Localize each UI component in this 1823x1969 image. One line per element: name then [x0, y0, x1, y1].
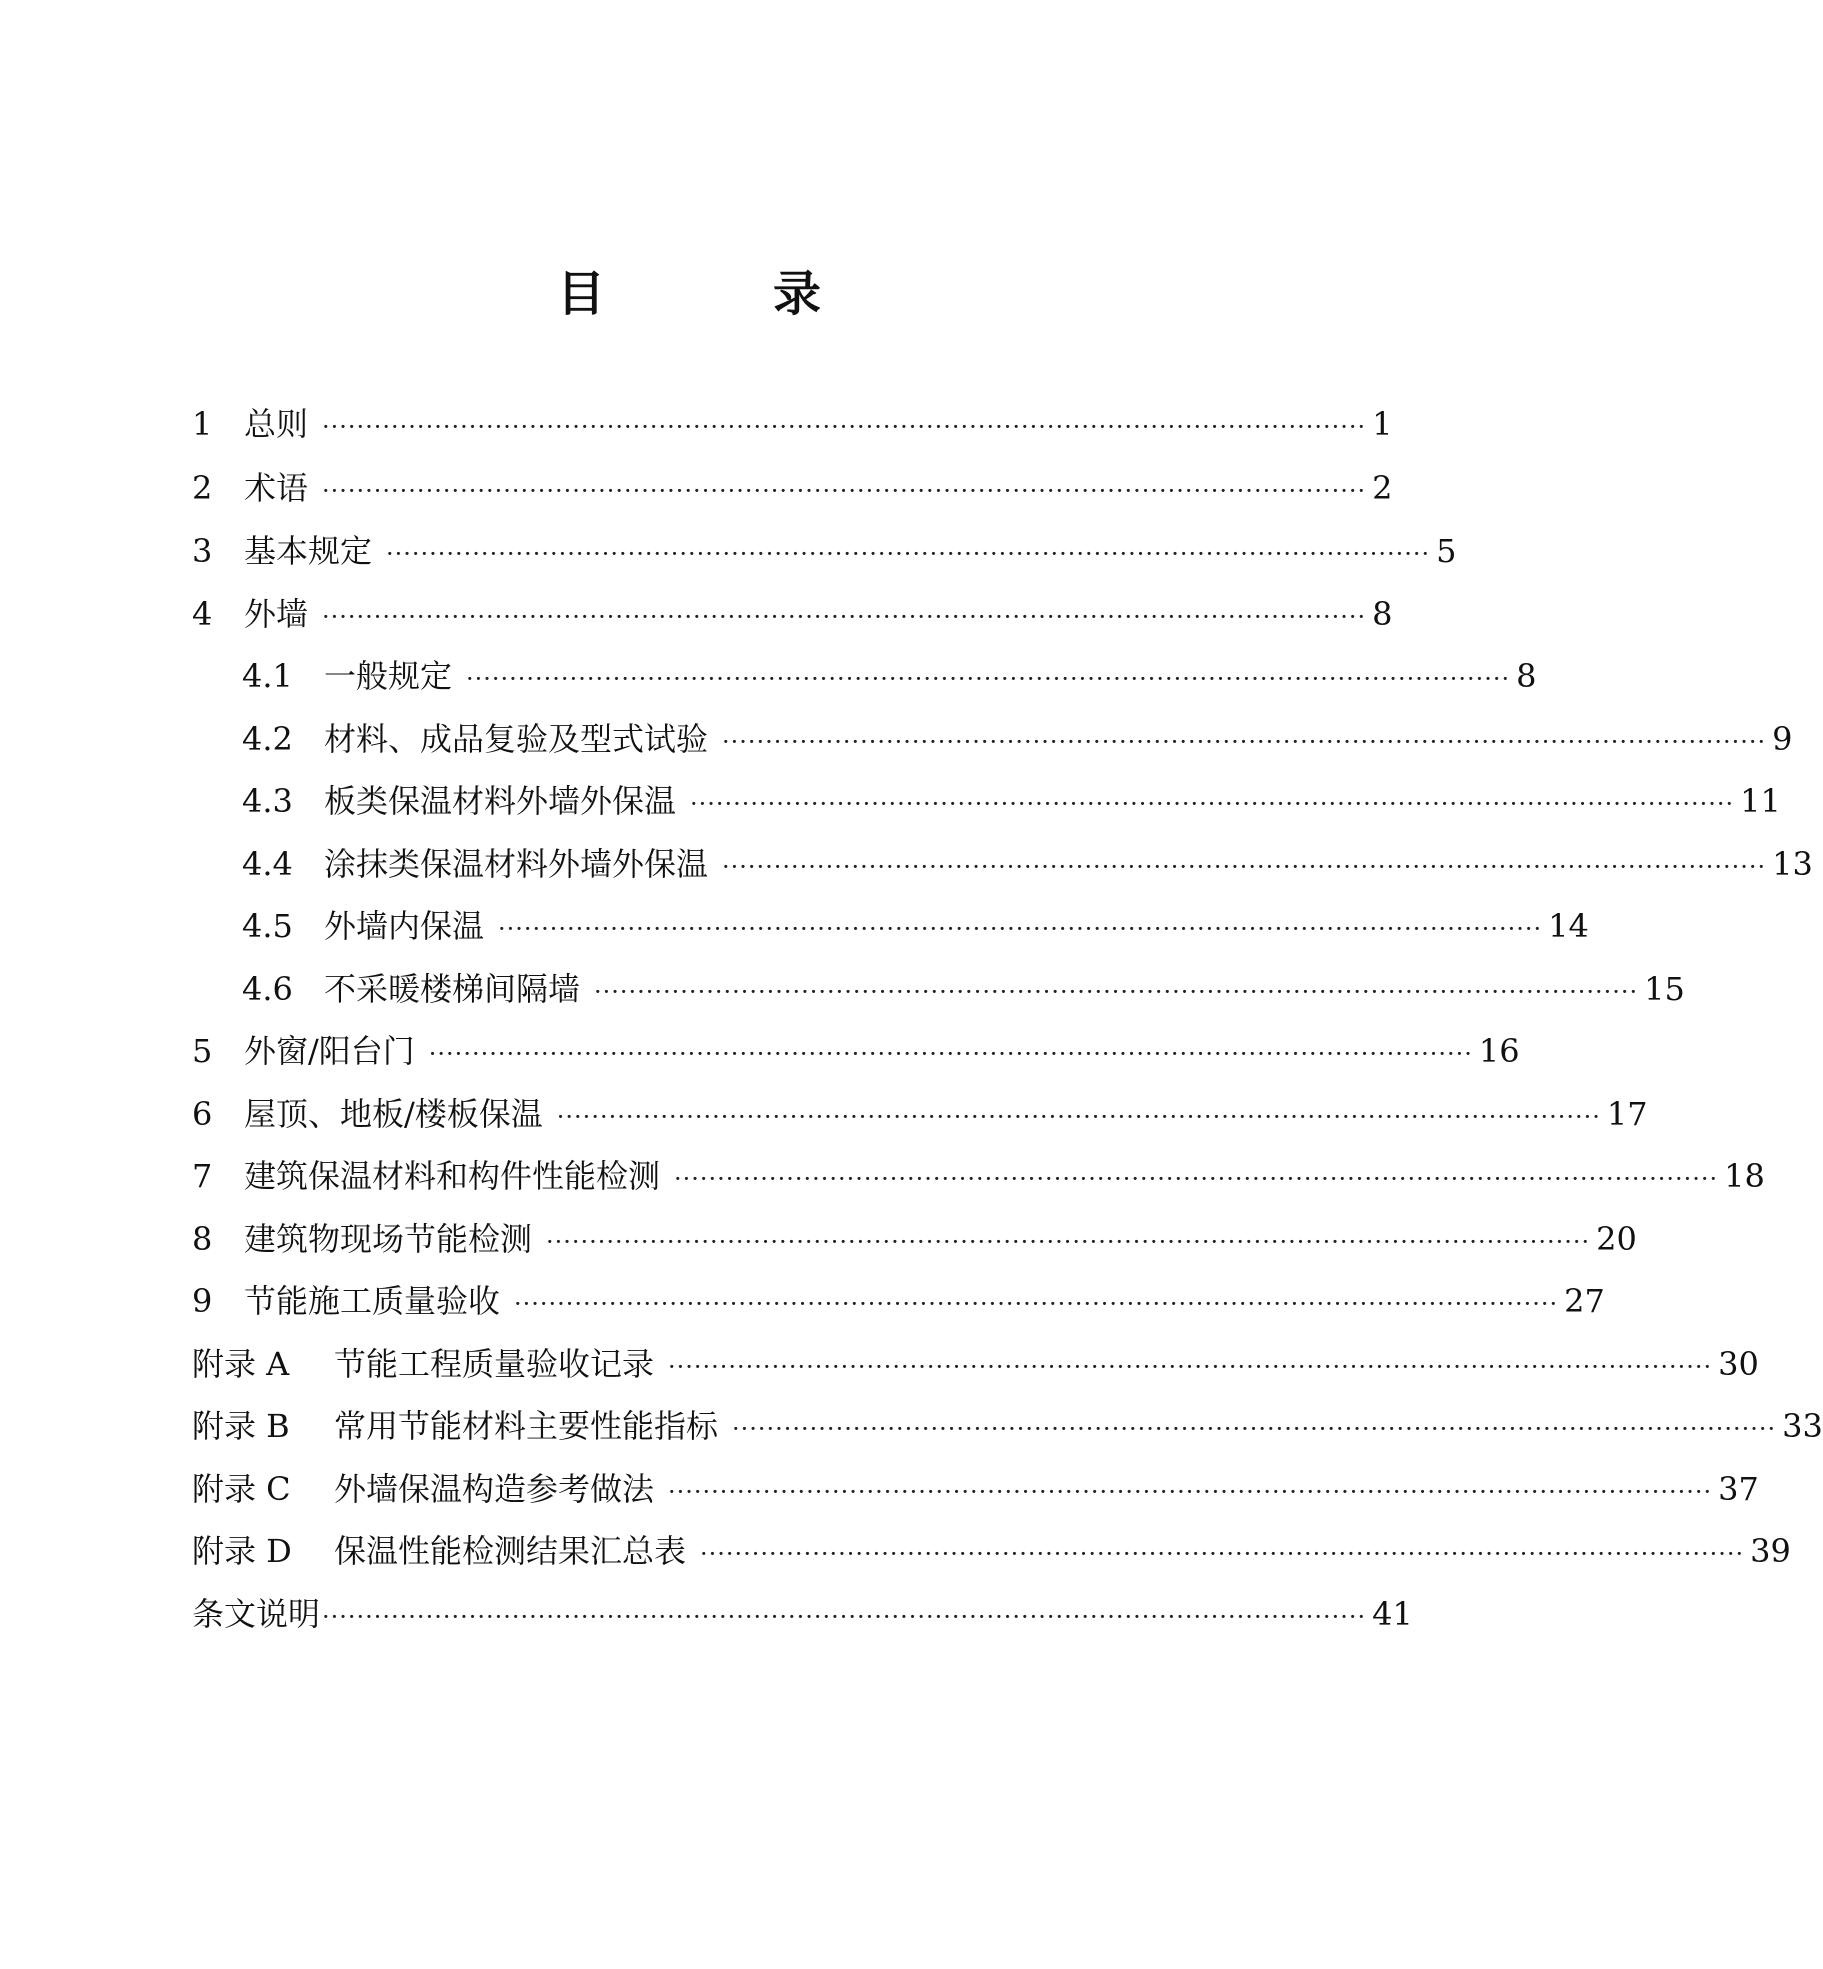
- toc-entry-page: 13: [1772, 845, 1813, 883]
- toc-entry-label: 条文说明: [192, 1595, 321, 1633]
- dot-leader: ·························································································································: [700, 1540, 1745, 1568]
- toc-entry-label: 基本规定: [244, 532, 373, 570]
- toc-entry-number: 6: [192, 1095, 213, 1133]
- toc-subentry[interactable]: [242, 650, 1537, 702]
- toc-entry-number: 3: [192, 532, 213, 570]
- toc-entry-page: 11: [1740, 782, 1781, 820]
- dot-leader: ·························································································································: [690, 790, 1735, 818]
- toc-entry[interactable]: [192, 1088, 1648, 1140]
- toc-entry-number: 附录 C: [192, 1470, 291, 1508]
- dot-leader: ·························································································································: [322, 1603, 1367, 1631]
- toc-explanation-entry[interactable]: [192, 1588, 1413, 1640]
- toc-entry-label: 建筑物现场节能检测: [244, 1220, 533, 1258]
- toc-entry[interactable]: [192, 1275, 1605, 1327]
- toc-entry-page: 20: [1596, 1220, 1637, 1258]
- dot-leader: ·························································································································: [674, 1165, 1719, 1193]
- toc-entry-label: 板类保温材料外墙外保温: [324, 782, 677, 820]
- toc-entry-page: 5: [1436, 532, 1457, 570]
- toc-entry-page: 41: [1372, 1595, 1413, 1633]
- toc-entry[interactable]: [192, 1025, 1520, 1077]
- dot-leader: ·························································································································: [594, 978, 1639, 1006]
- toc-entry-number: 附录 A: [192, 1345, 290, 1383]
- toc-entry-number: 4.4: [242, 845, 293, 883]
- toc-entry-page: 16: [1478, 1032, 1520, 1070]
- toc-appendix-entry[interactable]: [192, 1400, 1823, 1452]
- toc-entry[interactable]: [192, 1150, 1765, 1202]
- toc-entry-page: 8: [1372, 595, 1393, 633]
- toc-entry[interactable]: [192, 588, 1393, 640]
- toc-entry-label: 外墙保温构造参考做法: [334, 1470, 655, 1508]
- dot-leader: ·························································································································: [556, 1103, 1601, 1131]
- toc-entry-number: 5: [192, 1032, 213, 1070]
- toc-entry-page: 9: [1772, 720, 1793, 758]
- toc-entry-number: 1: [192, 405, 213, 443]
- toc-appendix-entry[interactable]: [192, 1463, 1759, 1515]
- dot-leader: ·························································································································: [386, 540, 1431, 568]
- toc-entry-label: 不采暖楼梯间隔墙: [324, 970, 581, 1008]
- toc-entry-label: 总则: [244, 405, 309, 443]
- toc-entry-label: 材料、成品复验及型式试验: [324, 720, 709, 758]
- toc-entry-label: 术语: [244, 469, 309, 507]
- toc-entry-number: 4.6: [242, 970, 293, 1008]
- toc-entry-label: 屋顶、地板/楼板保温: [244, 1095, 543, 1133]
- toc-entry[interactable]: [192, 398, 1393, 450]
- toc-entry-page: 18: [1724, 1157, 1765, 1195]
- dot-leader: ·························································································································: [546, 1228, 1591, 1256]
- dot-leader: ·························································································································: [722, 853, 1767, 881]
- toc-entry-number: 4: [192, 595, 213, 633]
- toc-entry-label: 节能工程质量验收记录: [334, 1345, 655, 1383]
- toc-entry-page: 37: [1718, 1470, 1759, 1508]
- dot-leader: ·························································································································: [466, 665, 1511, 693]
- toc-entry-number: 4.1: [242, 657, 293, 695]
- toc-entry-page: 2: [1372, 469, 1393, 507]
- toc-entry-page: 33: [1782, 1407, 1823, 1445]
- toc-entry-page: 27: [1564, 1282, 1605, 1320]
- toc-entry-number: 附录 D: [192, 1532, 292, 1570]
- toc-subentry[interactable]: [242, 838, 1813, 890]
- toc-entry-number: 7: [192, 1157, 213, 1195]
- toc-entry-number: 4.3: [242, 782, 293, 820]
- dot-leader: ·························································································································: [732, 1415, 1777, 1443]
- dot-leader: ·························································································································: [322, 603, 1367, 631]
- toc-entry-label: 常用节能材料主要性能指标: [334, 1407, 719, 1445]
- toc-entry[interactable]: [192, 525, 1457, 577]
- toc-entry-label: 建筑保温材料和构件性能检测: [244, 1157, 661, 1195]
- toc-entry-number: 4.2: [242, 720, 293, 758]
- toc-entry[interactable]: [192, 1213, 1637, 1265]
- toc-subentry[interactable]: [242, 963, 1685, 1015]
- toc-entry-label: 保温性能检测结果汇总表: [334, 1532, 687, 1570]
- toc-entry-label: 一般规定: [324, 657, 453, 695]
- dot-leader: ·························································································································: [668, 1353, 1713, 1381]
- toc-entry-label: 外墙: [244, 595, 309, 633]
- toc-subentry[interactable]: [242, 900, 1589, 952]
- toc-entry-page: 1: [1372, 405, 1393, 443]
- toc-entry-label: 涂抹类保温材料外墙外保温: [324, 845, 709, 883]
- page-title: 目 录: [556, 266, 881, 322]
- toc-entry-page: 15: [1644, 970, 1685, 1008]
- toc-entry-page: 14: [1548, 907, 1589, 945]
- toc-entry-number: 4.5: [242, 907, 293, 945]
- toc-entry-label: 外墙内保温: [324, 907, 485, 945]
- toc-subentry[interactable]: [242, 713, 1793, 765]
- toc-entry-page: 8: [1516, 657, 1537, 695]
- dot-leader: ·························································································································: [668, 1478, 1713, 1506]
- dot-leader: ·························································································································: [514, 1290, 1559, 1318]
- toc-subentry[interactable]: [242, 775, 1781, 827]
- toc-entry-label: 节能施工质量验收: [244, 1282, 501, 1320]
- toc-entry-number: 9: [192, 1282, 213, 1320]
- dot-leader: ·························································································································: [498, 915, 1543, 943]
- dot-leader: ·························································································································: [428, 1040, 1473, 1068]
- toc-entry-number: 8: [192, 1220, 213, 1258]
- toc-entry[interactable]: [192, 462, 1393, 514]
- toc-appendix-entry[interactable]: [192, 1338, 1759, 1390]
- dot-leader: ·························································································································: [322, 477, 1367, 505]
- toc-entry-number: 附录 B: [192, 1407, 290, 1445]
- toc-entry-label: 外窗/阳台门: [244, 1032, 415, 1070]
- dot-leader: ·························································································································: [322, 413, 1367, 441]
- toc-entry-page: 17: [1606, 1095, 1648, 1133]
- toc-entry-number: 2: [192, 469, 213, 507]
- dot-leader: ·························································································································: [722, 728, 1767, 756]
- toc-entry-page: 39: [1750, 1532, 1791, 1570]
- toc-entry-page: 30: [1718, 1345, 1759, 1383]
- toc-appendix-entry[interactable]: [192, 1525, 1791, 1577]
